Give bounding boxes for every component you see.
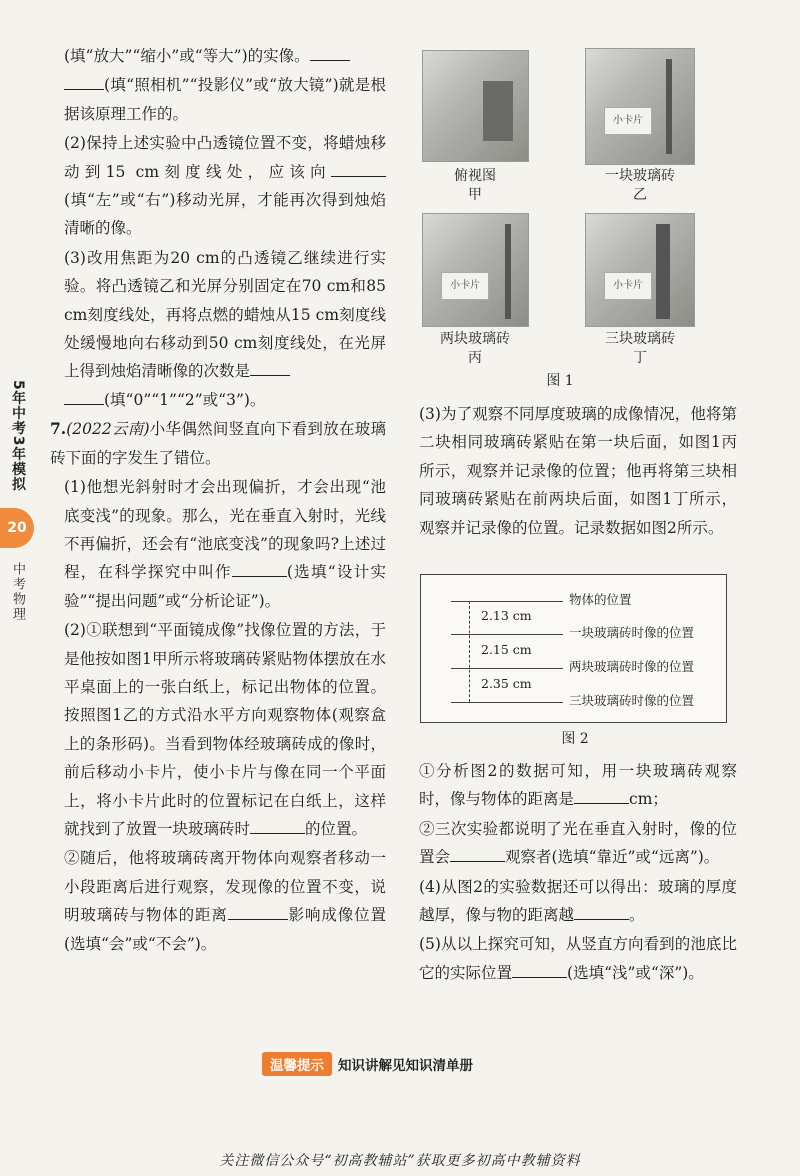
footer-watermark: 关注微信公众号“初高教辅站”获取更多初高中教辅资料 <box>219 1153 581 1169</box>
question-6-part2: (2)保持上述实验中凸透镜位置不变，将蜡烛移动到15 cm刻度线处，应该向(填“左”或“右”)移动光屏，才能再次得到烛焰清晰的像。 <box>64 134 386 238</box>
question-7-stem: 7.(2022云南)小华偶然间竖直向下看到放在玻璃砖下面的字发生了错位。 <box>50 419 386 467</box>
position-label: 一块玻璃砖时像的位置 <box>569 625 695 640</box>
figure2-title: 图 2 <box>561 731 589 747</box>
figure1-caption-a: 俯视图 甲 <box>454 168 496 203</box>
answer-blank[interactable] <box>450 843 505 862</box>
figure1-title: 图 1 <box>546 373 574 389</box>
tip-badge: 温馨提示 <box>262 1052 332 1076</box>
position-label: 物体的位置 <box>569 592 632 607</box>
answer-blank[interactable] <box>310 42 350 61</box>
distance-value: 2.35 cm <box>481 676 532 691</box>
series-title: 5年中考3年模拟 <box>10 380 26 492</box>
figure1-caption-d: 三块玻璃砖 丁 <box>605 331 675 366</box>
question-7-part3: (3)为了观察不同厚度玻璃的成像情况，他将第二块相同玻璃砖紧贴在第一块后面，如图1丙所示，观察并记录像的位置；他再将第三块相同玻璃砖紧贴在前两块后面，如图1丁所示，观察并记录像的位置。记录数据如图2所示。 <box>419 405 737 537</box>
answer-blank[interactable] <box>228 901 288 920</box>
answer-blank[interactable] <box>64 71 104 90</box>
position-label: 三块玻璃砖时像的位置 <box>569 693 695 708</box>
distance-value: 2.13 cm <box>481 608 532 623</box>
answer-blank[interactable] <box>250 815 305 834</box>
left-column <box>50 42 386 959</box>
answer-blank[interactable] <box>574 901 629 920</box>
question-7-part4: (4)从图2的实验数据还可以得出：玻璃的厚度越厚，像与物的距离越 。 <box>419 877 737 925</box>
question-6-part1-end2: (填“照相机”“投影仪”或“放大镜”)就是根据该原理工作的。 <box>64 71 386 128</box>
side-tab <box>0 380 34 491</box>
question-6-part3: (3)改用焦距为20 cm的凸透镜乙继续进行实验。将凸透镜乙和光屏分别固定在70 cm和85 cm刻度线处，再将点燃的蜡烛从15 cm刻度线处缓慢地向右移动到50 cm刻度线处，在光屏上得到烛焰清晰像的次数是 (填“0”“1”“2”或“3”)。 <box>64 248 386 409</box>
answer-blank[interactable] <box>250 357 290 376</box>
figure1-caption-b: 一块玻璃砖 乙 <box>605 168 675 203</box>
answer-blank[interactable] <box>232 558 287 577</box>
answer-blank[interactable] <box>574 785 629 804</box>
answer-blank[interactable] <box>64 386 104 405</box>
position-label: 两块玻璃砖时像的位置 <box>569 659 695 674</box>
photo-one-brick: 小卡片 <box>585 48 695 165</box>
question-7-part5: (5)从以上探究可知，从竖直方向看到的池底比它的实际位置 (选填“浅”或“深”)。 <box>419 935 737 982</box>
figure1-caption-c: 两块玻璃砖 丙 <box>440 331 510 366</box>
tip-bar <box>262 1052 473 1076</box>
right-column-lower <box>419 757 737 988</box>
question-7-part3-a2: ②三次实验都说明了光在垂直入射时，像的位置会 观察者(选填“靠近”或“远离”)。 <box>419 819 737 867</box>
distance-value: 2.15 cm <box>481 642 532 657</box>
page-number: 20 <box>0 508 34 548</box>
figure2-diagram <box>420 574 727 723</box>
answer-blank[interactable] <box>331 158 386 177</box>
question-7-part3-a1: ①分析图2的数据可知，用一块玻璃砖观察时，像与物体的距离是 cm； <box>419 762 737 809</box>
question-7-part2: (2)①联想到“平面镜成像”找像位置的方法，于是他按如图1甲所示将玻璃砖紧贴物体摆放在水平桌面上的一张白纸上，标记出物体的位置。按照图1乙的方式沿水平方向观察物体(观察盒上的条形码)。当看到物体经玻璃砖成的像时，前后移动小卡片，使小卡片与像在同一个平面上，将小卡片此时的位置标记在白纸上，这样就找到了放置一块玻璃砖时 的位置。 <box>64 621 386 838</box>
tip-text: 知识讲解见知识清单册 <box>338 1058 473 1074</box>
photo-two-bricks: 小卡片 <box>422 213 529 327</box>
subject-label: 中考物理 <box>10 562 25 622</box>
question-7-part2-b: ②随后，他将玻璃砖离开物体向观察者移动一小段距离后进行观察，发现像的位置不变，说明玻璃砖与物体的距离 影响成像位置(选填“会”或“不会”)。 <box>64 849 386 953</box>
photo-three-bricks: 小卡片 <box>585 213 695 327</box>
question-7-part1: (1)他想光斜射时才会出现偏折，才会出现“池底变浅”的现象。那么，光在垂直入射时，光线不再偏折，还会有“池底变浅”的现象吗?上述过程，在科学探究中叫作 (选填“设计实验”“提出问题”或“分析论证”)。 <box>64 478 386 610</box>
right-column <box>419 400 737 543</box>
photo-top-view <box>422 50 529 162</box>
question-6-part1-end: (填“放大”“缩小”或“等大”)的实像。 <box>64 42 386 70</box>
answer-blank[interactable] <box>512 959 567 978</box>
